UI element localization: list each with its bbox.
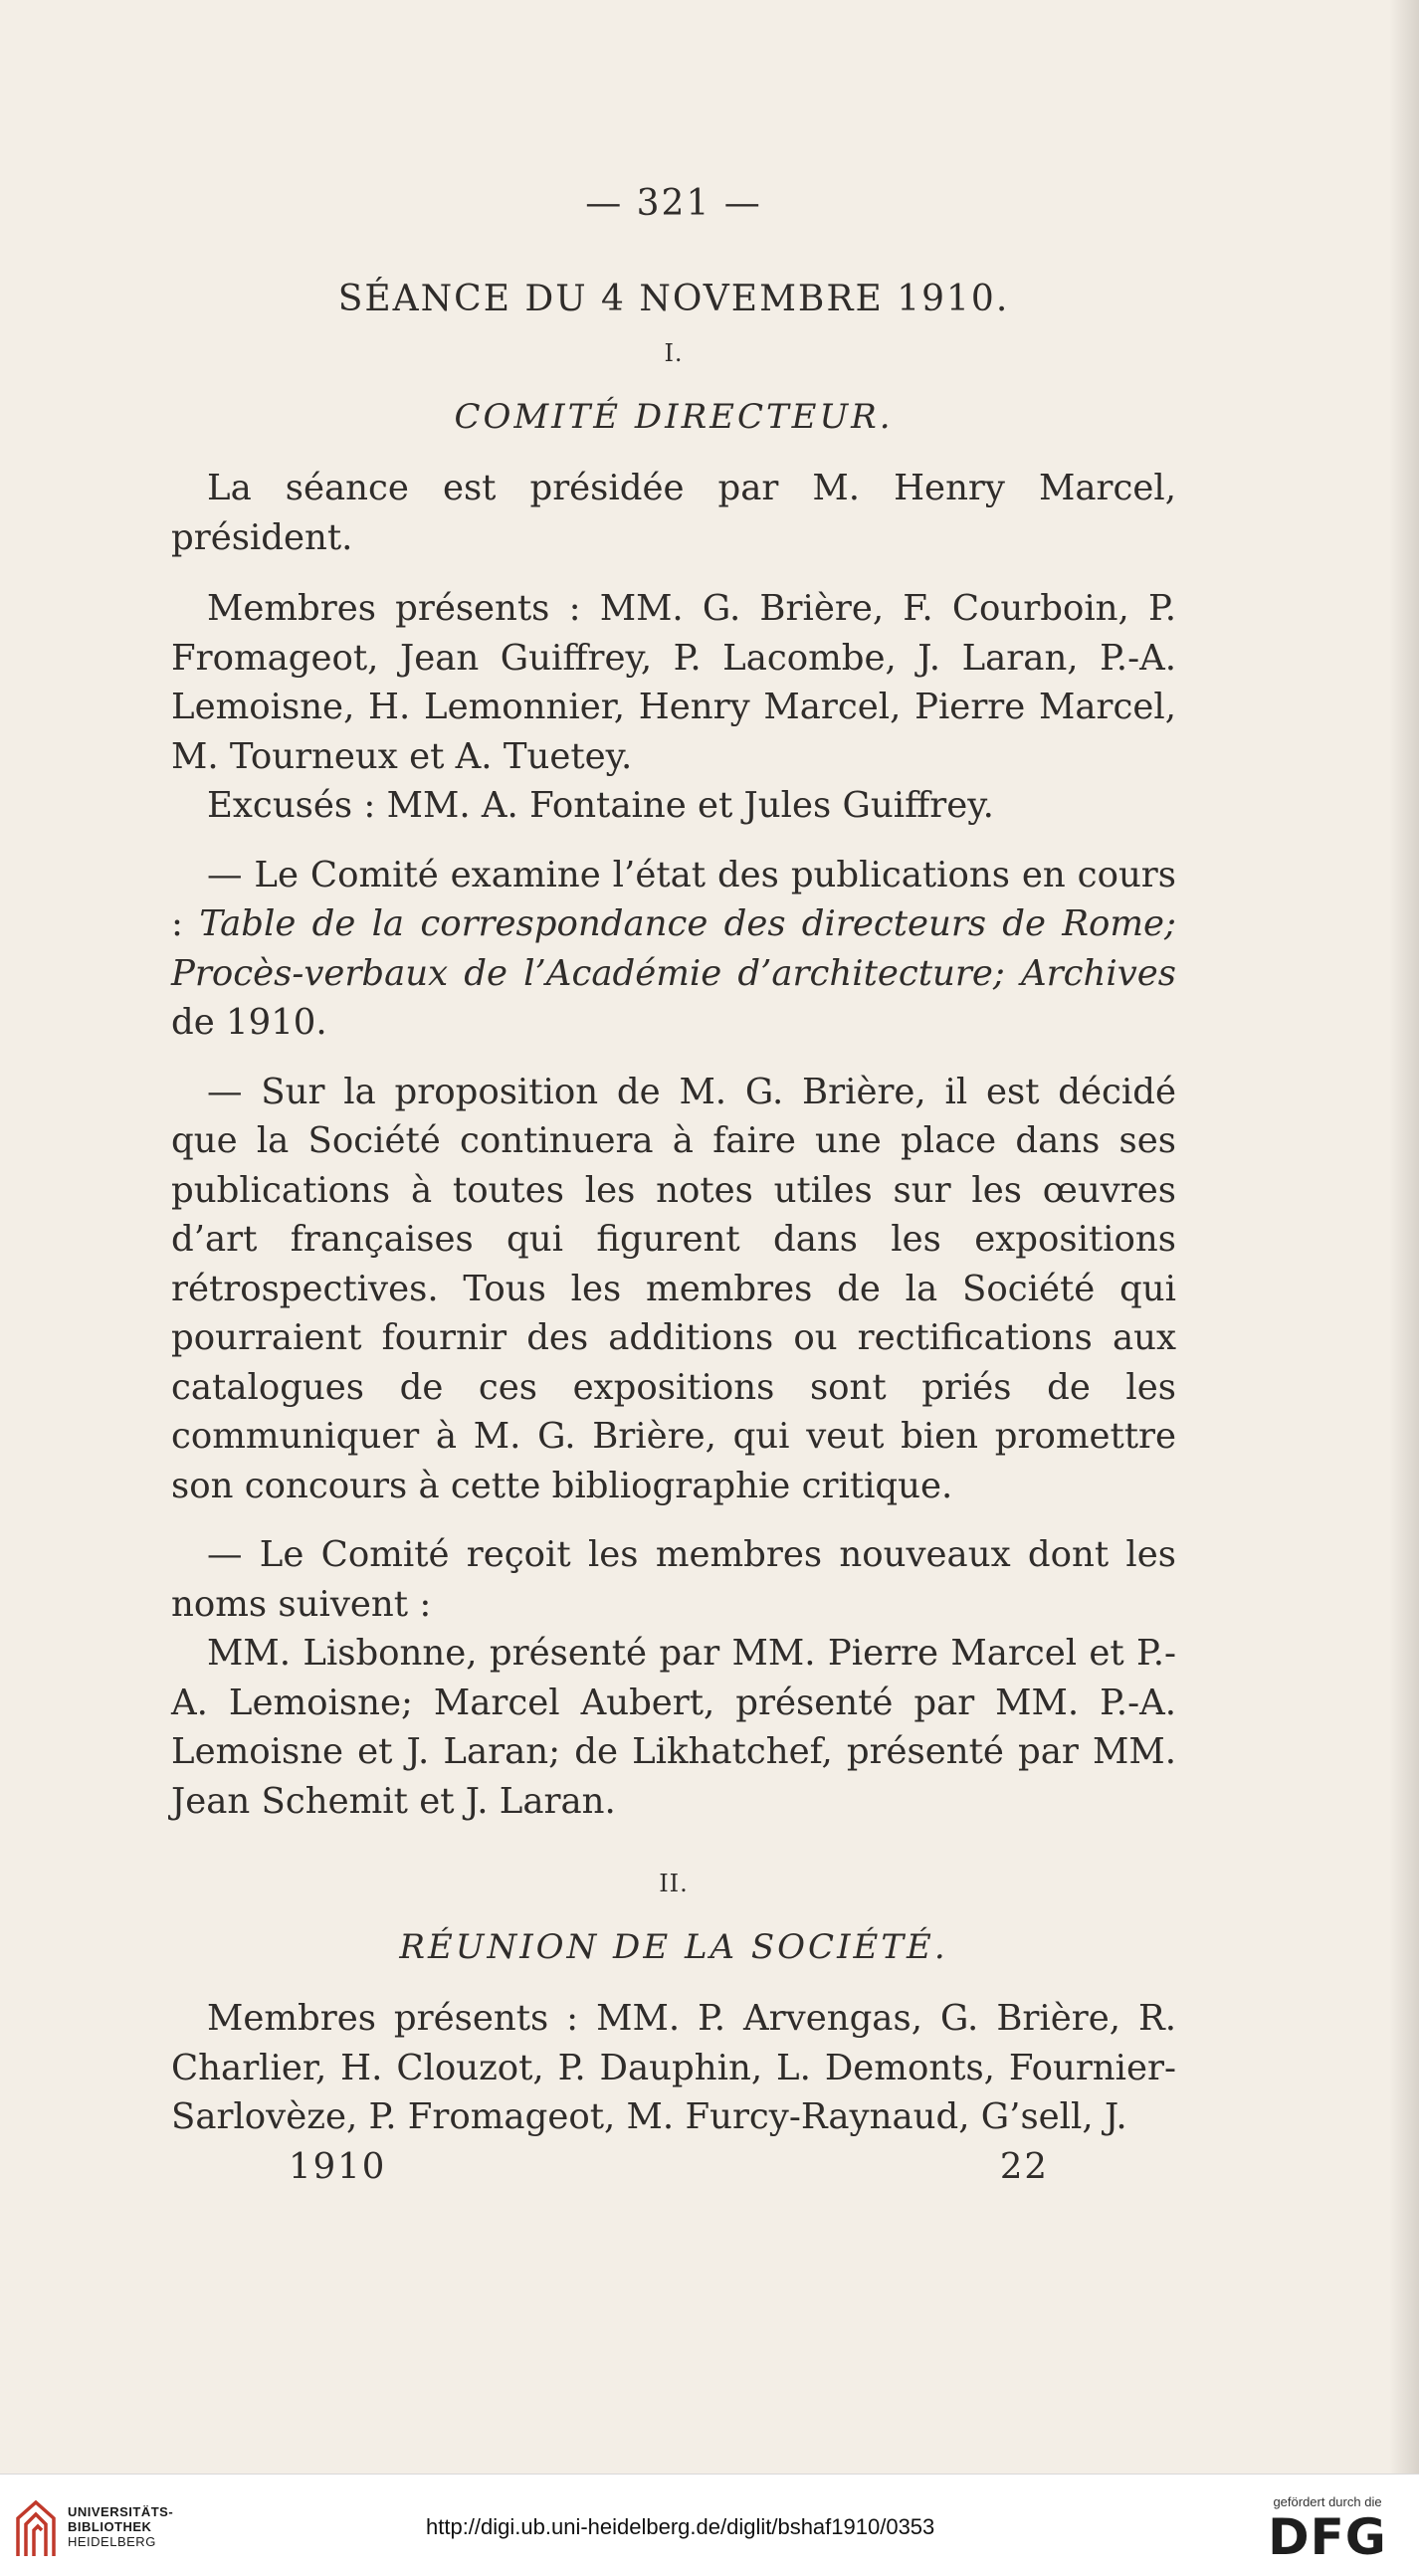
paragraph-membres-reunion: Membres présents : MM. P. Arvengas, G. Brière, R. Charlier, H. Clouzot, P. Dauphin, L. Demonts, Fournier-Sarlovèze, P. Fromageot, M. Furcy-Raynaud, G’sell, J. bbox=[171, 1998, 1176, 2137]
paragraph-excuses: Excusés : MM. A. Fontaine et Jules Guiffrey. bbox=[207, 785, 994, 826]
library-name-line-1: UNIVERSITÄTS- bbox=[68, 2504, 174, 2519]
page-number: — 321 — bbox=[585, 183, 762, 224]
publications-end: de 1910. bbox=[171, 1002, 327, 1043]
library-name-line-3: HEIDELBERG bbox=[68, 2534, 156, 2549]
section-heading-comite: COMITÉ DIRECTEUR. bbox=[454, 396, 894, 437]
paragraph-proposition: — Sur la proposition de M. G. Brière, il est décidé que la Société continuera à faire une place dans ses publications à toutes les notes utiles sur les œuvres d’art françaises qui figurent dans les expositions rétrospectives. Tous les membres de la Société qui pourraient fournir des additions ou rectifications aux catalogues de ces expositions sont priés de les communiquer à M. G. Brière, qui veut bien promettre son concours à cette bibliographie critique. bbox=[171, 1071, 1176, 1506]
funder-caption: gefördert durch die bbox=[1273, 2494, 1382, 2509]
signature-number: 22 bbox=[999, 2145, 1049, 2187]
signature-year: 1910 bbox=[289, 2145, 387, 2187]
section-numeral-2: II. bbox=[659, 1870, 689, 1897]
library-name bbox=[68, 2504, 173, 2549]
publications-titles: Table de la correspondance des directeurs de Rome; Procès-verbaux de l’Académie d’architecture; Archives bbox=[171, 903, 1176, 994]
paragraph-membres-presents: Membres présents : MM. G. Brière, F. Courboin, P. Fromageot, Jean Guiffrey, P. Lacombe, J. Laran, P.-A. Lemoisne, H. Lemonnier, Henry Marcel, Pierre Marcel, M. Tourneux et A. Tuetey. bbox=[171, 588, 1176, 777]
section-numeral-1: I. bbox=[664, 339, 684, 367]
viewer-footer-bar bbox=[0, 2474, 1419, 2576]
paragraph-publications bbox=[171, 851, 1176, 1048]
paragraph-presidence: La séance est présidée par M. Henry Marcel, président. bbox=[171, 468, 1176, 558]
paragraph-liste-membres: MM. Lisbonne, présenté par MM. Pierre Marcel et P.-A. Lemoisne; Marcel Aubert, présenté par MM. P.-A. Lemoisne et J. Laran; de Likhatchef, présenté par MM. Jean Schemit et J. Laran. bbox=[171, 1633, 1176, 1822]
page-text-block bbox=[171, 179, 1176, 2191]
dfg-logo: DFG bbox=[1268, 2508, 1387, 2566]
permalink-url[interactable]: http://digi.ub.uni-heidelberg.de/diglit/bshaf1910/0353 bbox=[426, 2514, 935, 2539]
publications-intro: — Le Comité examine l’état des publications en cours : bbox=[171, 854, 1176, 944]
section-heading-reunion: RÉUNION DE LA SOCIÉTÉ. bbox=[399, 1926, 948, 1967]
funder-block[interactable] bbox=[1258, 2494, 1397, 2566]
page-edge-shadow bbox=[1389, 0, 1419, 2474]
university-library-logo-icon[interactable] bbox=[14, 2498, 58, 2560]
seance-title: SÉANCE DU 4 NOVEMBRE 1910. bbox=[337, 278, 1010, 319]
signature-line bbox=[171, 2142, 1176, 2192]
library-name-line-2: BIBLIOTHEK bbox=[68, 2519, 152, 2534]
paragraph-nouveaux-membres: — Le Comité reçoit les membres nouveaux dont les noms suivent : bbox=[171, 1534, 1176, 1625]
